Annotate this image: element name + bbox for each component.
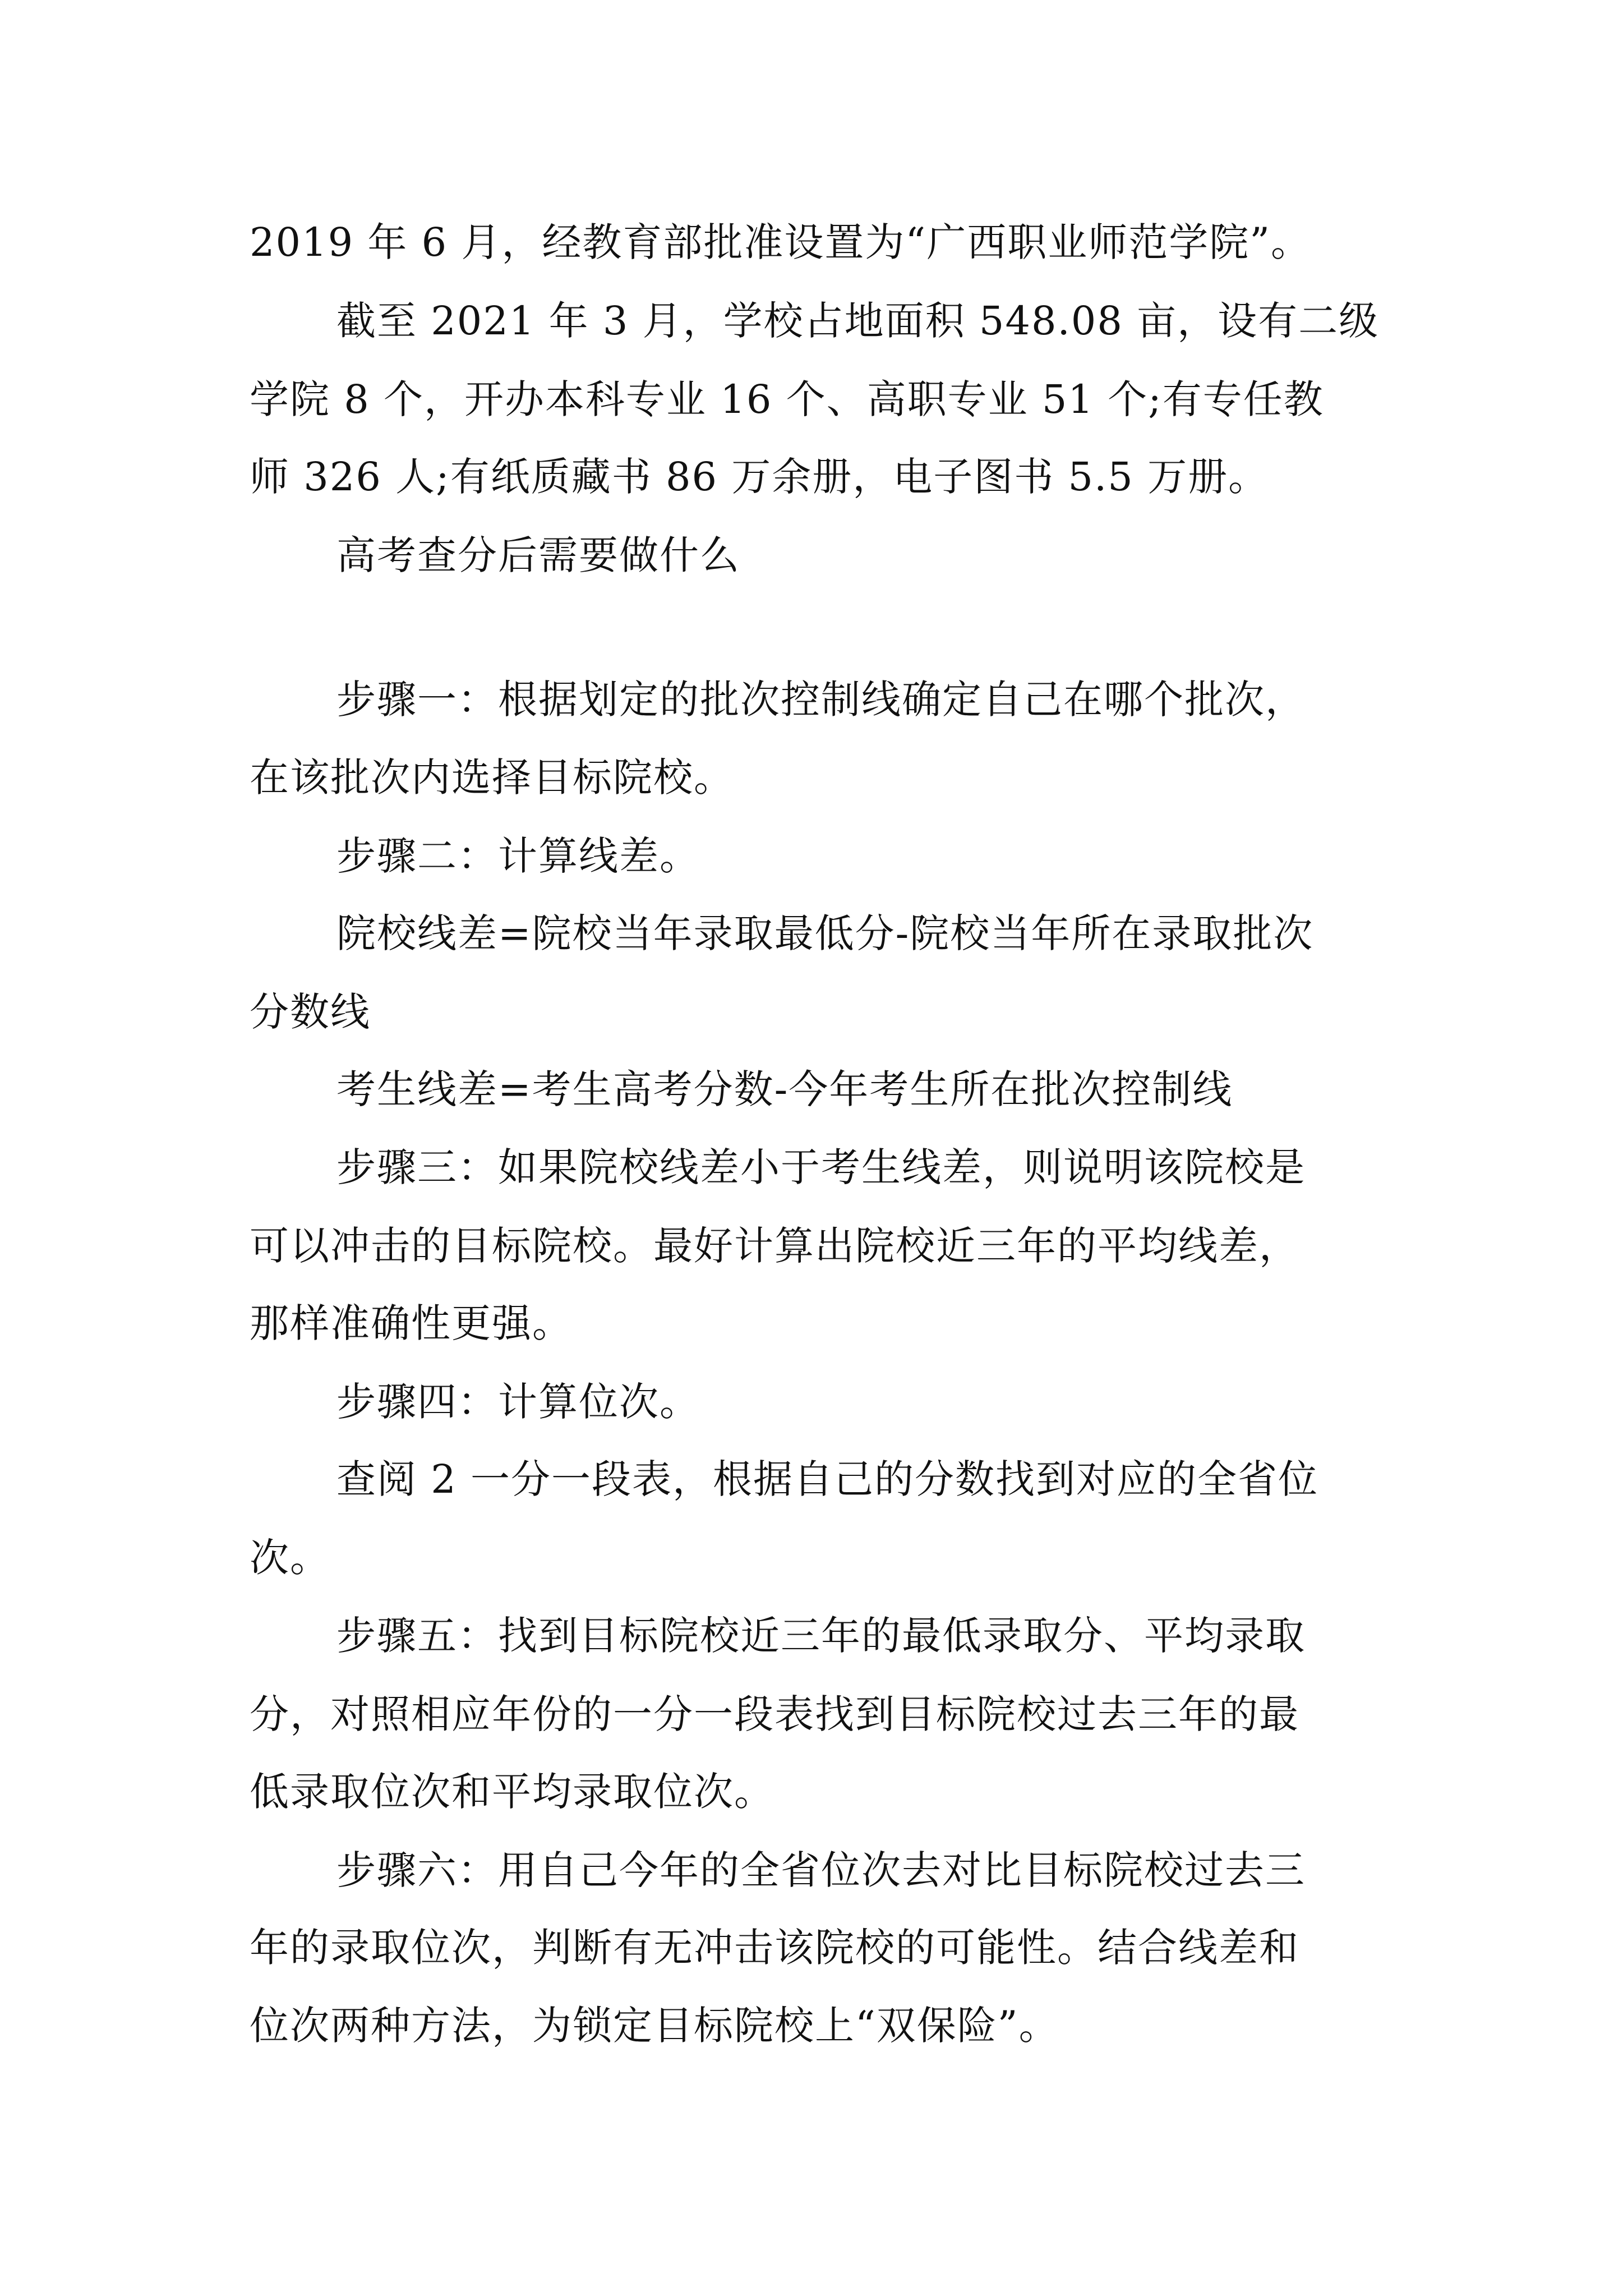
text-line: 步骤三：如果院校线差小于考生线差，则说明该院校是 — [336, 1144, 1306, 1190]
text-line: 考生线差=考生高考分数-今年考生所在批次控制线 — [336, 1066, 1233, 1112]
text-line: 步骤四：计算位次。 — [336, 1379, 700, 1425]
text-line: 院校线差=院校当年录取最低分-院校当年所在录取批次 — [336, 910, 1314, 956]
text-line: 2019 年 6 月，经教育部批准设置为“广西职业师范学院”。 — [250, 219, 1312, 265]
text-line: 查阅 2 一分一段表，根据自己的分数找到对应的全省位 — [336, 1456, 1319, 1502]
text-line: 低录取位次和平均录取位次。 — [250, 1769, 774, 1815]
text-line: 年的录取位次，判断有无冲击该院校的可能性。结合线差和 — [250, 1925, 1299, 1971]
text-line: 分，对照相应年份的一分一段表找到目标院校过去三年的最 — [250, 1691, 1299, 1737]
text-line: 学院 8 个，开办本科专业 16 个、高职专业 51 个;有专任教 — [250, 376, 1324, 422]
text-line: 步骤二：计算线差。 — [336, 833, 700, 879]
text-line: 可以冲击的目标院校。最好计算出院校近三年的平均线差， — [250, 1223, 1299, 1269]
text-line: 次。 — [250, 1535, 330, 1581]
text-line: 步骤六：用自己今年的全省位次去对比目标院校过去三 — [336, 1847, 1306, 1893]
text-line: 师 326 人;有纸质藏书 86 万余册，电子图书 5.5 万册。 — [250, 454, 1269, 500]
text-line: 位次两种方法，为锁定目标院校上“双保险”。 — [250, 2003, 1059, 2049]
text-line: 步骤五：找到目标院校近三年的最低录取分、平均录取 — [336, 1613, 1306, 1659]
text-line: 截至 2021 年 3 月，学校占地面积 548.08 亩，设有二级 — [336, 298, 1380, 344]
text-line: 那样准确性更强。 — [250, 1300, 573, 1346]
section-heading: 高考查分后需要做什么 — [336, 532, 740, 578]
text-line: 分数线 — [250, 989, 371, 1035]
text-line: 步骤一：根据划定的批次控制线确定自己在哪个批次， — [336, 677, 1306, 723]
text-line: 在该批次内选择目标院校。 — [250, 754, 734, 800]
